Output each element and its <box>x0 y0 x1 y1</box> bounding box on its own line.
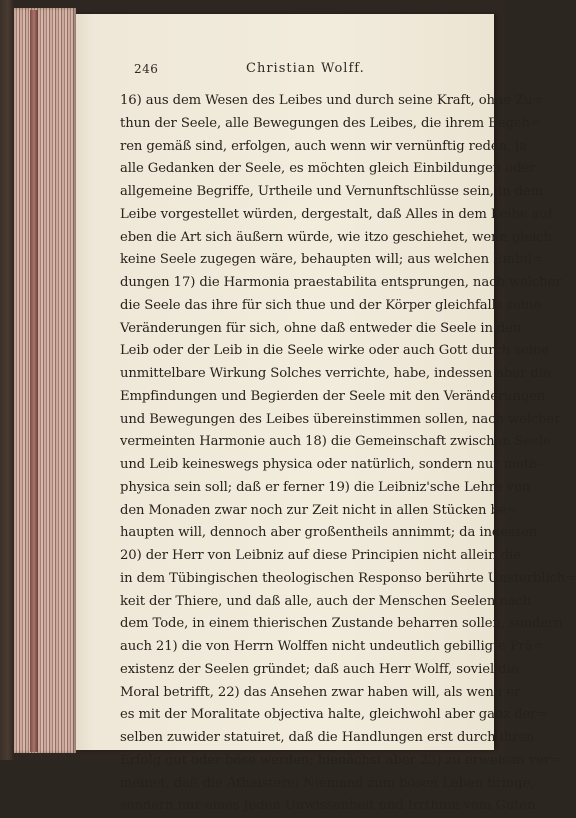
text-line: Erfolg gut oder böse werden; hienächst aber 23) zu erweisen ver= <box>120 752 561 768</box>
text-line: eben die Art sich äußern würde, wie itzo geschiehet, wenn gleich <box>120 229 552 245</box>
text-line: und Leib keineswegs physica oder natürlich, sondern nur meta- <box>120 457 541 472</box>
page-header <box>134 62 478 80</box>
book-page <box>76 14 576 814</box>
text-line: keit der Thiere, und daß alle, auch der Menschen Seelen nach <box>120 593 532 609</box>
text-line: existenz der Seelen gründet; daß auch Herr Wolff, soviel die <box>120 661 519 677</box>
text-line: Veränderungen für sich, ohne daß entweder die Seele in den <box>120 320 522 336</box>
text-line: Leib oder der Leib in die Seele wirke oder auch Gott durch seine <box>120 343 549 359</box>
text-line: selben zuwider statuiret, daß die Handlungen erst durch ihren <box>120 730 535 745</box>
text-line: unmittelbare Wirkung Solches verrichte, habe, indessen aber die <box>120 366 551 381</box>
text-line: es mit der Moralitate objectiva halte, gleichwohl aber ganz der= <box>120 707 548 723</box>
text-line: und Bewegungen des Leibes übereinstimmen sollen, nach welcher <box>120 411 561 427</box>
text-line: haupten will, dennoch aber großentheils annimmt; da indessen <box>120 525 538 541</box>
text-line: allgemeine Begriffe, Urtheile und Vernunftschlüsse sein, in dem <box>120 184 544 199</box>
text-line: die Seele das ihre für sich thue und der Körper gleichfalls seine <box>120 297 542 313</box>
text-line: Leibe vorgestellet würden, dergestalt, daß Alles in dem Leibe auf <box>120 206 553 222</box>
text-line: ren gemäß sind, erfolgen, auch wenn wir vernünftig reden, ja <box>120 138 527 154</box>
text-line: in dem Tübingischen theologischen Responso berührte Unsterblich= <box>120 570 576 586</box>
page-number: 246 <box>134 62 159 76</box>
text-line: dem Tode, in einem thierischen Zustande beharren sollen, sondern <box>120 616 563 632</box>
text-line: auch 21) die von Herrn Wolffen nicht undeutlich gebilligte Prä= <box>120 639 544 654</box>
text-line: alle Gedanken der Seele, es möchten gleich Einbildungen oder <box>120 161 536 177</box>
text-line: sondern nur eines Jeden Unwissenheit und Irrthum vom Guten <box>120 798 536 814</box>
text-line: keine Seele zugegen wäre, behaupten will; aus welchen Einbil= <box>120 252 543 268</box>
page-edges-shadow <box>30 10 38 752</box>
running-title: Christian Wolff. <box>246 61 365 76</box>
text-line: vermeinten Harmonie auch 18) die Gemeinschaft zwischen Seele <box>120 434 551 450</box>
text-line: physica sein soll; daß er ferner 19) die Leibniz'sche Lehre von <box>120 479 531 495</box>
text-line: Moral betrifft, 22) das Ansehen zwar haben will, als wenn er <box>120 684 521 700</box>
text-line: den Monaden zwar noch zur Zeit nicht in allen Stücken be= <box>120 502 518 518</box>
text-line: Empfindungen und Begierden der Seele mit den Veränderungen <box>120 388 546 404</box>
page-edges <box>14 8 76 753</box>
text-line: 20) der Herr von Leibniz auf diese Principien nicht allein die <box>120 548 521 563</box>
text-line: thun der Seele, alle Bewegungen des Leibes, die ihrem Begeh= <box>120 115 541 131</box>
text-line: dungen 17) die Harmonia praestabilita entsprungen, nach welcher <box>120 275 562 290</box>
text-line: 16) aus dem Wesen des Leibes und durch seine Kraft, ohne Zu= <box>120 93 544 108</box>
text-line: meinet, daß die Atheisterei Niemand zum bösen Leben bringe, <box>120 775 535 791</box>
body-text <box>120 90 576 818</box>
